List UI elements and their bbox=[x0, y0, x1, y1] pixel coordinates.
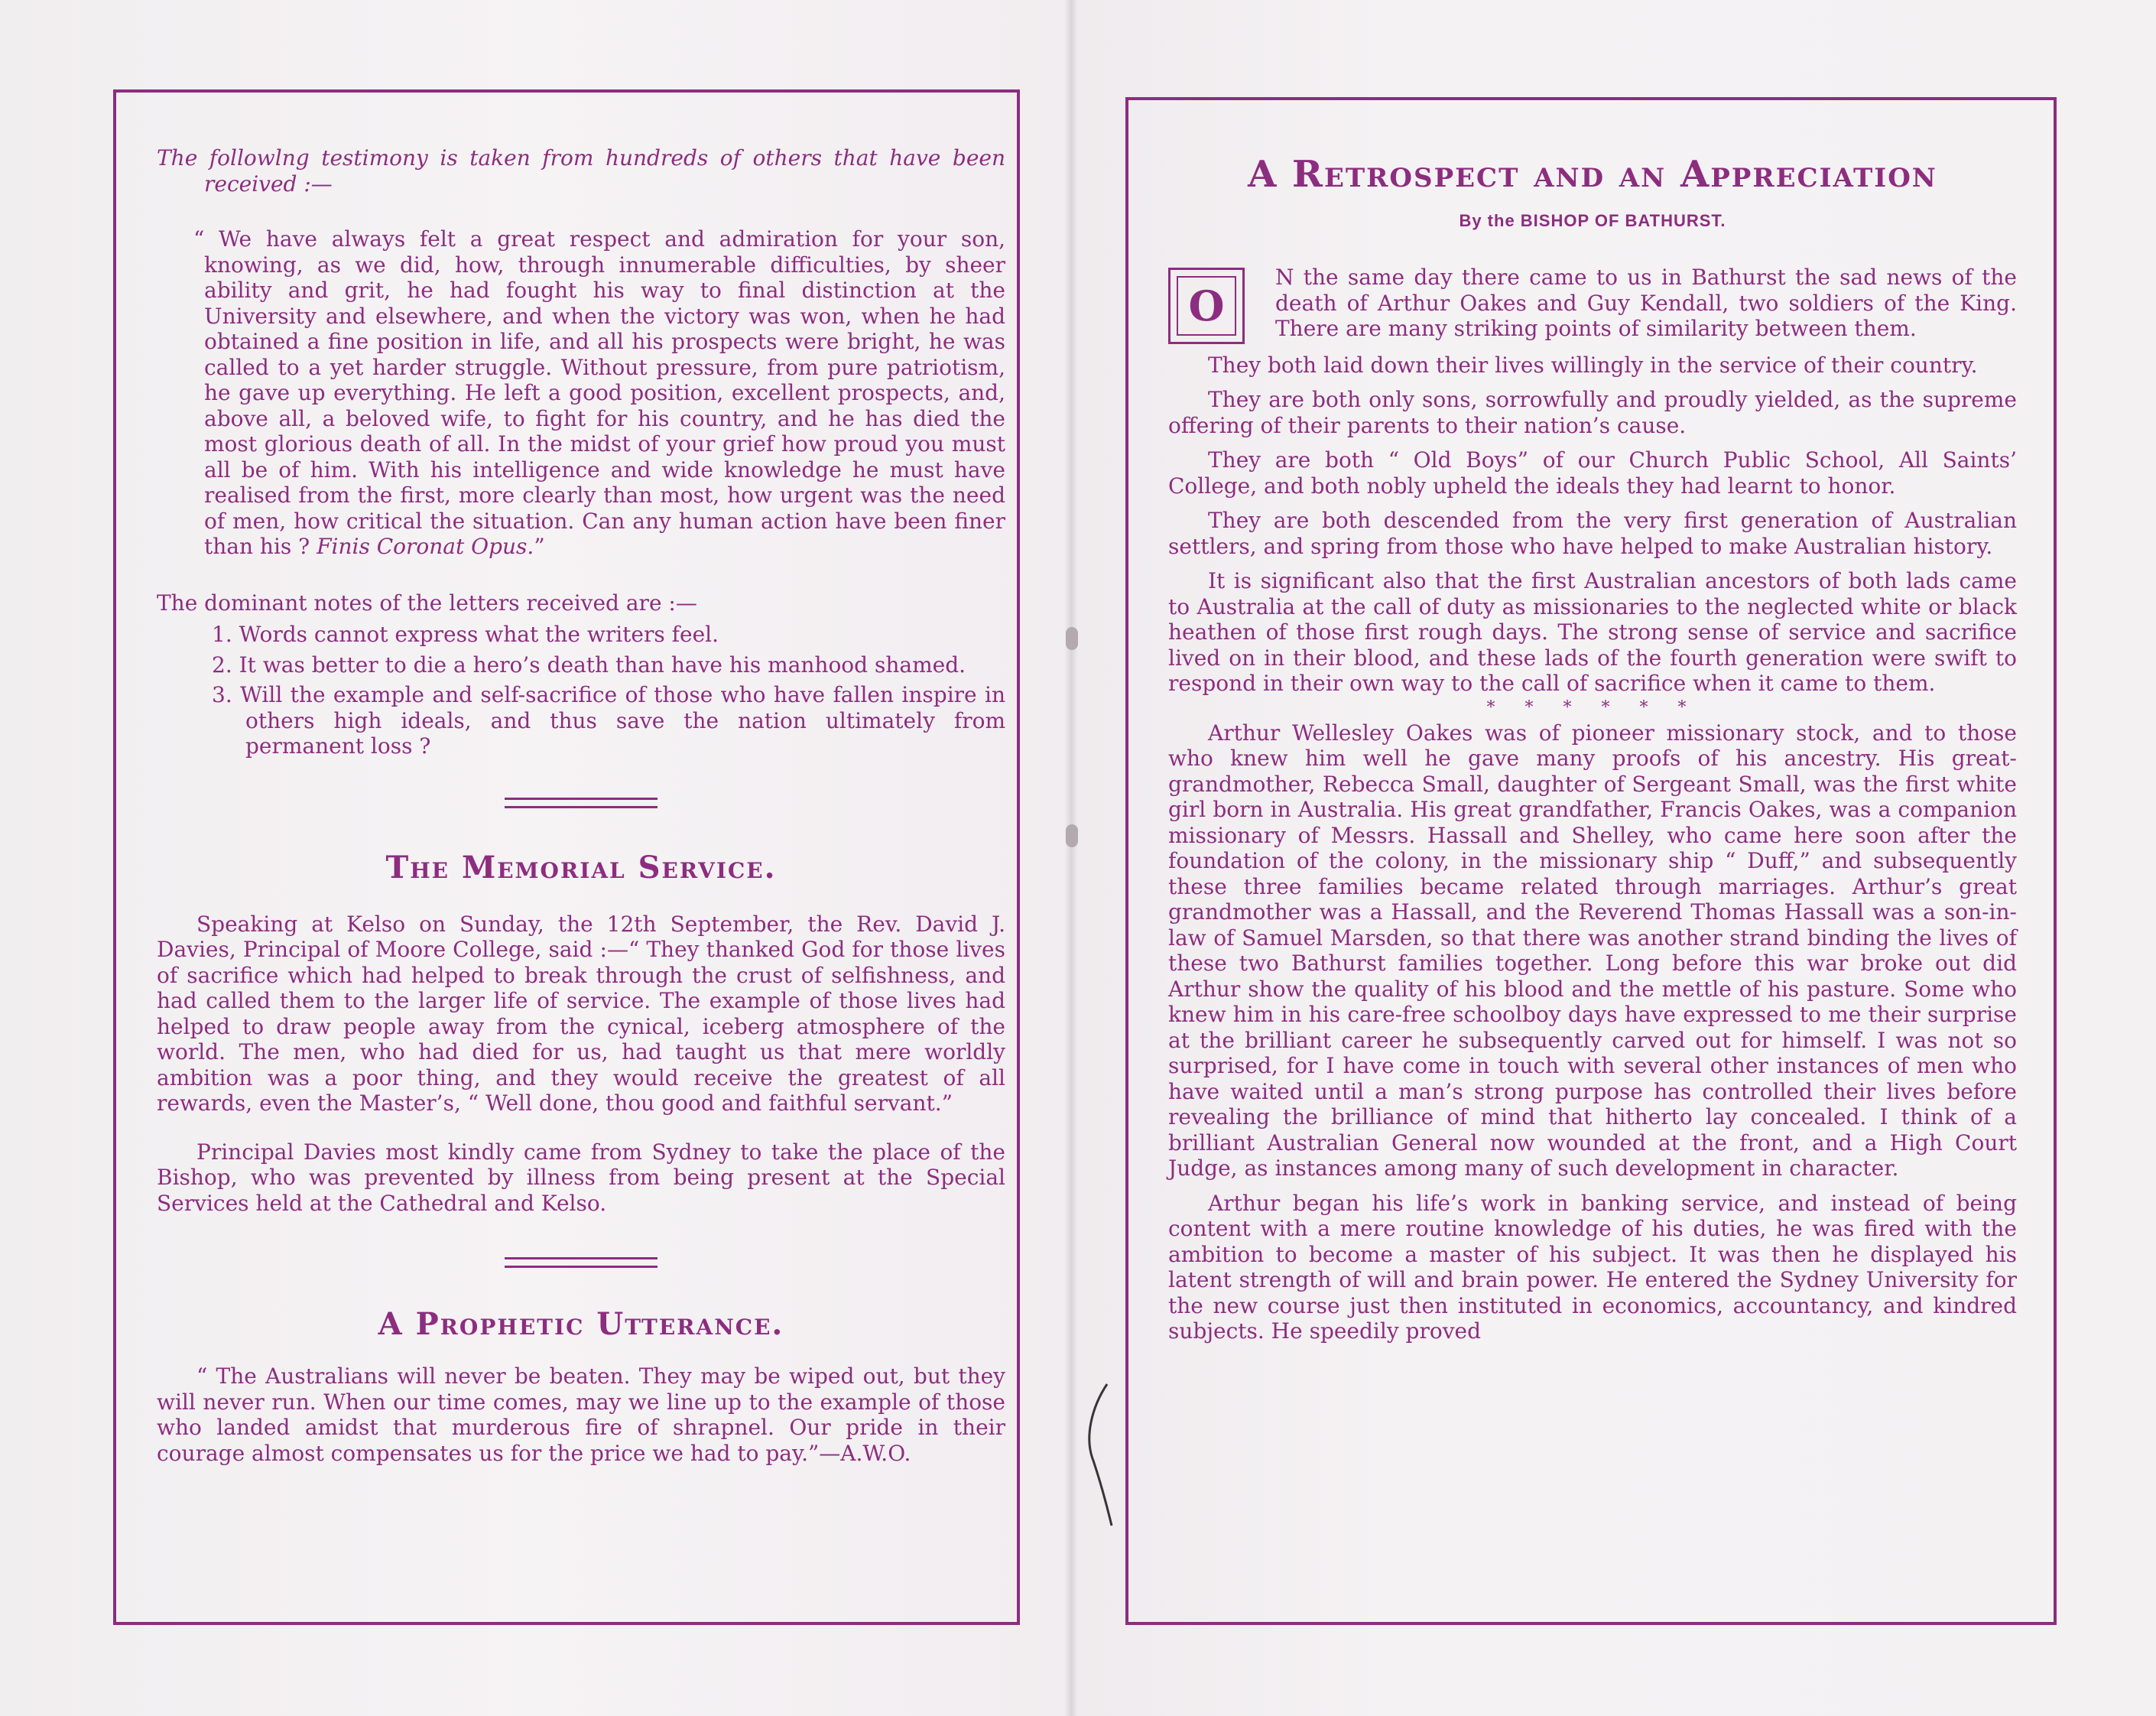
arthur-paragraph-1: Arthur Wellesley Oakes was of pioneer missionary stock, and to those who knew him well he gave many proofs of his ancestry. His great-grandmother, Rebecca Small, daughter of Sergeant Small, was the first white girl born in Australia. His great grandfather, Francis Oakes, was a companion missionary of Messrs. Hassall and Shelley, who came here soon after the foundation of the colony, in the missionary ship “ Duff,” and subsequently these three families became related through marriages. Arthur’s great grandmother was a Hassall, and the Reverend Thomas Hassall was a son-in-law of Samuel Marsden, so that there was another strand binding the lives of these two Bathurst families together. Long before this war broke out did Arthur show the quality of his blood and the mettle of his pasture. Some who knew him in his care-free schoolboy days have expressed to me their surprise at the brilliant career he subsequently carved out for himself. I was not so surprised, for I have come in touch with several other instances of men who have waited until a man’s strong purpose has controlled their lives before revealing the brilliance of mind that hitherto lay concealed. I think of a brilliant Australian General now wounded at the front, and a High Court Judge, as instances among many of such development in character. bbox=[1168, 720, 2017, 1181]
binding-thread bbox=[1084, 1376, 1130, 1529]
section-asterisks: * * * * * * bbox=[1486, 697, 1699, 717]
opening-paragraph bbox=[1168, 265, 2017, 342]
prophetic-utterance-heading: A Prophetic Utterance. bbox=[378, 1306, 784, 1342]
right-column bbox=[1168, 153, 2017, 1344]
testimony-latin: Finis Coronat Opus. bbox=[317, 534, 534, 559]
testimony-intro: The followlng testimony is taken from hundreds of others that have been received :— bbox=[157, 145, 1005, 197]
staple-bottom bbox=[1066, 824, 1078, 847]
prophetic-paragraph: “ The Australians will never be beaten. They may be wiped out, but they will never run. When our time comes, may we line up to the example of those who landed amidst that murderous fire of shrapnel. Our pride in their courage almost compensates us for the price we had to pay.”—A.W.O. bbox=[157, 1363, 1005, 1466]
section-divider bbox=[505, 1257, 658, 1268]
notes-intro: The dominant notes of the letters received are :— bbox=[157, 590, 697, 616]
opening-text: N the same day there came to us in Bathurst the sad news of the death of Arthur Oakes and Guy Kendall, two soldiers of the King. There are many striking points of similarity between them. bbox=[1275, 265, 2017, 341]
arthur-paragraph-2: Arthur began his life’s work in banking service, and instead of being content with a mere routine knowledge of his duties, he was fired with the ambition to become a master of his subject. It was then he displayed his latent strength of will and brain power. He entered the Sydney University for the new course just then instituted in economics, accountancy, and kindred subjects. He speedily proved bbox=[1168, 1190, 2017, 1344]
note-item: 2. It was better to die a hero’s death than have his manhood shamed. bbox=[212, 652, 966, 678]
retrospect-paragraph: They both laid down their lives willingly in the service of their country. bbox=[1208, 352, 1978, 378]
staple-top bbox=[1066, 627, 1078, 650]
testimony-close: ” bbox=[534, 534, 545, 559]
testimony-quote bbox=[157, 226, 1005, 560]
book-spine bbox=[1064, 0, 1078, 1716]
retrospect-paragraph: It is significant also that the first Australian ancestors of both lads came to Australia at the call of duty as missionaries to the neglected white or black heathen of those first rough days. The strong sense of service and sacrifice lived on in their blood, and these lads of the fourth generation were swift to respond in their own way to the call of sacrifice when it came to them. bbox=[1168, 568, 2017, 696]
memorial-paragraph-2: Principal Davies most kindly came from Sydney to take the place of the Bishop, who was prevented by illness from being present at the Special Services held at the Cathedral and Kelso. bbox=[157, 1139, 1005, 1216]
section-divider bbox=[505, 798, 658, 808]
note-item: 1. Words cannot express what the writers feel. bbox=[212, 622, 719, 647]
retrospect-paragraph: They are both only sons, sorrowfully and proudly yielded, as the supreme offering of their parents to their nation’s cause. bbox=[1168, 387, 2017, 438]
article-title: A Retrospect and an Appreciation bbox=[1248, 153, 1937, 196]
testimony-text: “ We have always felt a great respect and admiration for your son, knowing, as we did, how, through innumerable difficulties, by sheer ability and grit, he had fought his way to final distinction at the University and elsewhere, and when the victory was won, when he had obtained a fine position in life, and all his prospects were bright, he was called to a yet harder struggle. Without pressure, from pure patriotism, he gave up everything. He left a good position, excellent prospects, and, above all, a beloved wife, to fight for his country, and he has died the most glorious death of all. In the midst of your grief how proud you must all be of him. With his intelligence and wide knowledge he must have realised from the first, more clearly than most, how urgent was the need of men, how critical the situation. Can any human action have been finer than his ? bbox=[193, 226, 1005, 559]
dropcap-frame bbox=[1168, 268, 1245, 344]
note-item: 3. Will the example and self-sacrifice of those who have fallen inspire in others high ideals, and thus save the nation ultimately from permanent loss ? bbox=[212, 682, 1005, 759]
left-column bbox=[157, 145, 1005, 1466]
memorial-paragraph-1: Speaking at Kelso on Sunday, the 12th September, the Rev. David J. Davies, Principal of Moore College, said :—“ They thanked God for those lives of sacrifice which had helped to break through the crust of selfishness, and had called them to the larger life of service. The example of those lives had helped to draw people away from the cynical, iceberg atmosphere of the world. The men, who had died for us, had taught us that mere worldly ambition was a poor thing, and they would receive the greatest of all rewards, even the Master’s, “ Well done, thou good and faithful servant.” bbox=[157, 911, 1005, 1116]
dropcap-letter: O bbox=[1177, 276, 1236, 336]
memorial-service-heading: The Memorial Service. bbox=[385, 849, 777, 886]
retrospect-paragraph: They are both “ Old Boys” of our Church Public School, All Saints’ College, and both nobly upheld the ideals they had learnt to honor. bbox=[1168, 447, 2017, 499]
article-byline: By the BISHOP OF BATHURST. bbox=[1459, 211, 1726, 230]
retrospect-paragraph: They are both descended from the very first generation of Australian settlers, and spring from those who have helped to make Australian history. bbox=[1168, 508, 2017, 559]
